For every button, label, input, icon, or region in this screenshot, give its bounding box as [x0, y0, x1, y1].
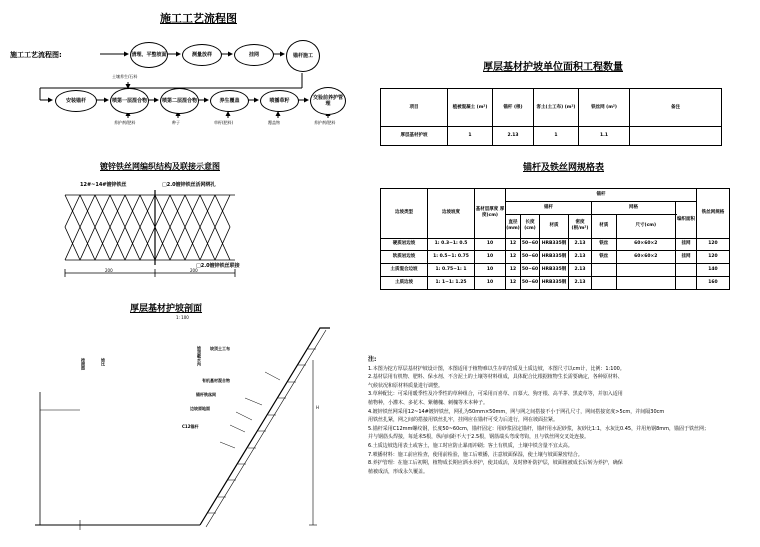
spec-cell: 2.13: [569, 264, 592, 277]
spec-cell: 10: [475, 238, 506, 251]
spec-cell: [592, 264, 617, 277]
note-line: 8.养护管理：在施工后初期，植物成长期应洒水养护，使其成活，及时修补防护层，坡面植被成长后转为养护，确保: [368, 460, 623, 467]
spec-header-net: 铁丝网规格: [697, 189, 730, 239]
spec-cell: HRB335钢: [540, 264, 569, 277]
spec-cell: 12: [506, 238, 521, 251]
spec-header-density: 密度 (根/m²): [569, 214, 592, 238]
spec-cell: 50~60: [521, 238, 540, 251]
spec-header-size: 尺寸(cm): [616, 214, 675, 238]
spec-header-diameter: 直径 (mm): [506, 214, 521, 238]
mesh-dim-right: 200: [190, 268, 198, 273]
flow-note-1: 养护剂/肥料: [114, 120, 136, 125]
section-drawing: [30, 320, 330, 542]
qty-table: [380, 88, 722, 146]
spec-header-area: 编织面积: [676, 201, 697, 238]
section-legend-a: 按照图: [81, 358, 86, 370]
qty-header-mesh: 铁丝网 (m²): [579, 89, 630, 127]
spec-cell: 2.13: [569, 251, 592, 264]
spec-cell: 120: [697, 238, 730, 251]
qty-title: 厚层基材护坡单位面积工程数量: [483, 62, 623, 73]
spec-header-ratio: 边坡坡度: [428, 189, 475, 239]
qty-cell: 1: [448, 127, 493, 146]
mesh-label-right: □2.0镀锌铁丝活网绑扎: [162, 182, 216, 188]
flow-label: 施工工艺流程图:: [10, 51, 62, 59]
spec-cell: [616, 277, 675, 290]
flow-node-survey: 测量放样: [182, 44, 222, 66]
spec-cell: [616, 264, 675, 277]
mesh-label-bottom: □2.0镀锌铁丝联接: [196, 263, 240, 269]
flow-connectors: [0, 0, 370, 150]
spec-cell: [676, 264, 697, 277]
spec-table: [380, 188, 730, 290]
section-label-anchor: C12锚杆: [182, 424, 199, 429]
spec-header-thickness: 基材层厚度 厚度(cm): [475, 189, 506, 239]
spec-header-anchor: 锚杆: [506, 201, 592, 214]
spec-cell: 10: [475, 277, 506, 290]
spec-cell: 软质岩边坡: [381, 251, 428, 264]
note-line: 3.草种配比：可采用暖季性及冷季性的草种组合，可采用百喜草、百慕大、狗牙根、高羊茅、黑麦草等，并加入适用: [368, 391, 623, 398]
note-line: 植被成活，形成永久覆盖。: [368, 468, 429, 475]
note-line: 1.本图为挖方厚层基材护坡设计图，本图适用于植物难以生存的岩质及土质边坡，本图尺寸以cm计，比例：1:100。: [368, 365, 625, 372]
spec-cell: 1: 0.5~1: 0.75: [428, 251, 475, 264]
note-line: 6.土质边坡选用表土或客土，施工时应防止暴雨冲刷；客土有机质，土壤中铁含量不宜太高。: [368, 442, 573, 449]
spec-cell: 1: 1~1: 1.25: [428, 277, 475, 290]
spec-header-mesh: 网格: [592, 201, 676, 214]
spec-cell: 1: 0.3~1: 0.5: [428, 238, 475, 251]
spec-cell: [676, 277, 697, 290]
qty-cell: 厚层基材护坡: [381, 127, 448, 146]
spec-header-slope: 边坡类型: [381, 189, 428, 239]
spec-cell: 挂网: [676, 251, 697, 264]
flow-node-anchor: 锚杆施工: [286, 40, 320, 72]
note-line: 2.基材层用有机物、肥料、保水剂、不含泥土的土壤等材料组成，具体配合比根据植物生长需要确定，各种原材料、: [368, 374, 623, 381]
spec-cell: 12: [506, 277, 521, 290]
section-scale: 1: 100: [176, 315, 189, 320]
qty-cell: [630, 127, 722, 146]
section-label-geotextile: 坡顶土工布: [210, 346, 230, 351]
qty-header-concrete: 植被混凝土 (m²): [448, 89, 493, 127]
mesh-title: 镀锌铁丝网编织结构及联接示意图: [100, 161, 220, 171]
flow-top-note: 土壤养生/石料: [112, 74, 138, 79]
flow-node-hang-net: 挂网: [234, 44, 274, 66]
qty-cell: 1: [534, 127, 579, 146]
flow-note-2: 种子: [172, 120, 180, 125]
note-line: 7.喷播材料：施工前应检查，使用前检验，施工后喷播，注意坡面保湿，使土壤与坡面紧密结合。: [368, 451, 583, 458]
qty-header-remark: 备注: [630, 89, 722, 127]
flow-note-4: 覆盖物: [268, 120, 280, 125]
section-label-ground: 边坡原地面: [190, 406, 210, 411]
section-side-text: 坡顶截水沟: [197, 346, 202, 366]
qty-header-geotextile: 客土(土工布) (m²): [534, 89, 579, 127]
mesh-label-left: 12#~14#镀锌铁丝: [80, 182, 127, 188]
spec-cell: 土质混合边坡: [381, 264, 428, 277]
spec-cell: 60×60×2: [616, 251, 675, 264]
flow-node-clear-slope: 清理、平整坡面: [130, 42, 168, 68]
note-line: 并与钢筋头焊接，每延米5根，纵向间距不大于2.5根，钢筋端头弯成弯钩，且与铁丝网交叉处连接。: [368, 434, 590, 441]
spec-cell: 硬质岩边坡: [381, 238, 428, 251]
qty-cell: 1.1: [579, 127, 630, 146]
spec-cell: 12: [506, 264, 521, 277]
qty-header-anchor: 锚杆 (根): [493, 89, 534, 127]
mesh-drawing: [55, 185, 275, 285]
flow-node-install-anchor: 安装锚杆: [55, 90, 97, 112]
section-dim-h: H: [316, 405, 320, 410]
spec-cell: 铁丝: [592, 251, 617, 264]
flow-note-5: 养护剂/肥料: [314, 120, 336, 125]
note-line: 用铁丝扎紧，网之间的搭接用铁丝扎牢，挂网应在锚杆可受力后进行，网在坡面拉紧。: [368, 417, 559, 424]
flow-node-seed: 喷播草籽: [260, 90, 299, 112]
note-line: 4.镀锌铁丝网采用12~14#镀锌铁丝，网孔为50mm×50mm，网与网之间搭接不小于网孔尺寸，网间搭接宽度>5cm，并间隔30cm: [368, 408, 665, 415]
spec-cell: 140: [697, 264, 730, 277]
spec-cell: 10: [475, 251, 506, 264]
spec-cell: 160: [697, 277, 730, 290]
section-label-substrate: 有机基材混合物: [202, 378, 230, 383]
note-line: 植物种，小灌木、多花木、紫穗槐、刺槐等木本种子。: [368, 399, 489, 406]
flow-node-maintain: 交验前养护管理: [310, 87, 346, 115]
note-line: 气候状况和原材料质量进行调整。: [368, 382, 444, 389]
spec-cell: 12: [506, 251, 521, 264]
spec-cell: 土质边坡: [381, 277, 428, 290]
spec-cell: 120: [697, 251, 730, 264]
flow-node-cover: 养生覆盖: [210, 90, 249, 112]
spec-header-material: 材质: [540, 214, 569, 238]
flow-note-3: 草籽(肥料): [214, 120, 234, 125]
section-legend-b: 坡比: [101, 358, 106, 366]
spec-header-length: 长度 (cm): [521, 214, 540, 238]
spec-cell: 1: 0.75~1: 1: [428, 264, 475, 277]
spec-cell: [592, 277, 617, 290]
spec-header-group: 锚杆: [506, 189, 697, 202]
flow-title: 施工工艺流程图: [160, 12, 237, 25]
spec-cell: 60×60×2: [616, 238, 675, 251]
spec-cell: HRB335钢: [540, 238, 569, 251]
spec-title: 锚杆及铁丝网规格表: [523, 163, 605, 173]
spec-cell: 10: [475, 264, 506, 277]
section-title: 厚层基材护坡剖面: [130, 304, 203, 314]
spec-cell: HRB335钢: [540, 277, 569, 290]
spec-cell: 挂网: [676, 238, 697, 251]
flow-node-spray-second: 喷第二层混合物: [160, 88, 199, 114]
spec-header-mesh-material: 材质: [592, 214, 617, 238]
spec-cell: 2.13: [569, 277, 592, 290]
spec-cell: 50~60: [521, 251, 540, 264]
spec-cell: 铁丝: [592, 238, 617, 251]
section-label-mesh: 锚杆铁丝网: [196, 392, 216, 397]
flow-node-spray-first: 喷第一层混合物: [110, 88, 149, 114]
qty-cell: 2.13: [493, 127, 534, 146]
spec-cell: 50~60: [521, 277, 540, 290]
notes-header: 注:: [368, 356, 377, 363]
mesh-dim-left: 200: [105, 268, 113, 273]
spec-cell: 50~60: [521, 264, 540, 277]
spec-cell: HRB335钢: [540, 251, 569, 264]
spec-cell: 2.13: [569, 238, 592, 251]
qty-header-item: 项目: [381, 89, 448, 127]
notes-block: [368, 356, 752, 476]
note-line: 5.锚杆采用C12mm螺纹钢，长度50~60cm，锚杆固定：用砂浆固定锚杆，锚杆用水泥砂浆，灰砂比1:1，水灰比0.45，并用角钢8mm，锚固于铁丝网；: [368, 425, 710, 432]
